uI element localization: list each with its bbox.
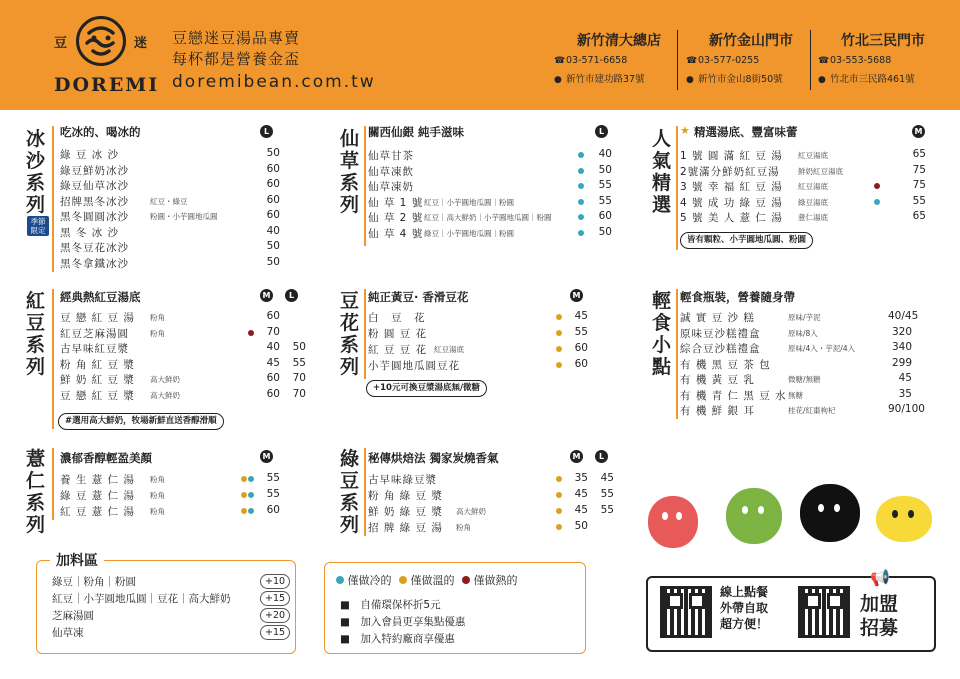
store-name: 新竹金山門市 — [709, 33, 793, 49]
item-price: 340 — [891, 341, 912, 353]
item-name: 仙草甘茶 — [368, 150, 414, 162]
red-title: 紅豆系列 — [26, 290, 46, 378]
item-price: 65 — [912, 148, 926, 160]
item-price: 60 — [598, 210, 612, 222]
size-l-badge: L — [260, 125, 273, 138]
logo-left-char: 豆 — [54, 36, 68, 51]
menu-item[interactable] — [60, 326, 305, 341]
cold-dot-icon — [248, 476, 254, 482]
item-note: 粉角 — [150, 313, 165, 322]
item-name: 綠豆鮮奶冰沙 — [60, 164, 129, 177]
menu-item[interactable] — [680, 326, 930, 341]
item-price: 50 — [266, 147, 280, 159]
warm-dot-icon — [241, 492, 247, 498]
item-note: 綠豆｜小芋圓地瓜圓｜粉圓 — [424, 228, 514, 238]
topping-name: 芝麻湯圓 — [52, 610, 94, 622]
item-name: 古早味紅豆漿 — [60, 343, 129, 355]
item-price: 40/45 — [888, 310, 919, 322]
header-banner — [0, 0, 960, 110]
item-note: 原味/8入 — [788, 328, 818, 338]
warm-dot-icon — [556, 346, 562, 352]
menu-item[interactable] — [60, 178, 280, 193]
store-address: ● 新竹市建功路37號 — [554, 74, 645, 85]
item-note: 無糖 — [788, 390, 803, 400]
section-bar — [52, 289, 54, 429]
legend-bullet: ■ 自備環保杯折5元 — [340, 599, 441, 611]
store-phone[interactable]: ☎03-577-0255 — [686, 55, 760, 66]
item-name: 綠 豆 冰 沙 — [60, 149, 120, 161]
item-name: 粉 角 紅 豆 漿 — [60, 358, 135, 371]
item-name: 黑冬拿鐵冰沙 — [60, 257, 129, 270]
franchise-text: 加盟 招募 — [860, 593, 899, 639]
item-name: 有 機 黃 豆 乳 — [680, 374, 755, 386]
legend-bullet: ■ 加入特約廠商享優惠 — [340, 633, 455, 645]
hot-dot-icon — [248, 330, 254, 336]
ice-title: 冰沙系列 — [26, 128, 46, 216]
menu-item[interactable] — [368, 326, 598, 341]
item-name: 招牌黑冬冰沙 — [60, 195, 129, 208]
item-name: 黑 冬 冰 沙 — [60, 226, 120, 239]
item-note: 紅豆湯底 — [434, 345, 464, 354]
cold-dot-icon — [248, 508, 254, 514]
menu-item[interactable] — [60, 256, 280, 271]
item-price: 35 — [898, 387, 912, 400]
item-name: 2號滿分鮮奶紅豆湯 — [680, 165, 780, 178]
size-m-badge: M — [912, 125, 925, 138]
item-note: 薏仁湯底 — [798, 213, 828, 222]
item-note: 原味/4入・芋泥/4入 — [788, 344, 856, 353]
menu-item[interactable] — [368, 195, 613, 210]
map-pin-icon: ● — [554, 75, 562, 85]
item-name: 古早味綠豆漿 — [368, 474, 437, 486]
item-note: 桂花/紅棗枸杞 — [788, 406, 836, 415]
store-name: 新竹清大總店 — [577, 33, 661, 49]
menu-item[interactable] — [680, 403, 930, 418]
item-price-m: 45 — [266, 356, 280, 369]
item-price: 55 — [574, 326, 588, 338]
item-price: 320 — [891, 325, 912, 338]
logo-wordmark: DOREMI — [54, 74, 160, 96]
grass-title: 仙草系列 — [340, 128, 360, 216]
item-price: 299 — [891, 356, 912, 369]
store-jinshan — [686, 30, 816, 85]
item-price: 40 — [598, 148, 612, 160]
item-price: 50 — [266, 255, 280, 268]
item-name: 有 機 黑 豆 茶 包 — [680, 358, 771, 371]
item-name: 紅 豆 豆 花 — [368, 344, 428, 356]
menu-item[interactable] — [680, 148, 930, 163]
item-price: 60 — [266, 209, 280, 221]
item-note: 原味/芋泥 — [788, 313, 821, 322]
item-name: 綠豆仙草冰沙 — [60, 180, 129, 192]
item-name: 誠 實 豆 沙 糕 — [680, 312, 755, 324]
star-icon: ★ — [680, 124, 690, 137]
item-price: 60 — [266, 178, 280, 190]
item-name: 小芋圓地瓜圓豆花 — [368, 360, 460, 372]
topping-name: 仙草凍 — [52, 627, 84, 639]
menu-item[interactable] — [368, 310, 598, 325]
order-qr-code[interactable] — [660, 586, 712, 638]
item-name: 仙草凍奶 — [368, 181, 414, 193]
size-l-badge: L — [595, 450, 608, 463]
item-note: 紅豆｜小芋圓地瓜圓｜粉圓 — [424, 197, 514, 207]
warm-dot-icon — [556, 508, 562, 514]
barley-subtitle: 濃郁香醇輕盈美顏 — [60, 451, 152, 465]
item-name: 5 號 美 人 薏 仁 湯 — [680, 212, 783, 224]
barley-title: 薏仁系列 — [26, 448, 46, 536]
item-note: 粉角 — [456, 523, 471, 532]
item-note: 粉角 — [150, 328, 165, 338]
section-bar — [364, 289, 366, 379]
item-name: 有 機 青 仁 黑 豆 水 — [680, 389, 787, 402]
menu-item[interactable] — [368, 226, 613, 241]
topping-price: +15 — [260, 625, 290, 640]
menu-item[interactable] — [680, 210, 930, 225]
warm-dot-icon — [241, 476, 247, 482]
warm-dot-icon — [241, 508, 247, 514]
item-price: 75 — [912, 179, 926, 191]
logo-right-char: 迷 — [134, 36, 148, 51]
milk-note: #選用高大鮮奶，牧場新鮮直送香醇滑順 — [58, 413, 224, 430]
item-price: 50 — [266, 240, 280, 252]
topping-price: +10 — [260, 574, 290, 589]
menu-item[interactable] — [680, 195, 930, 210]
item-price: 45 — [574, 310, 588, 322]
store-address: ● 新竹市金山8街50號 — [686, 74, 783, 85]
menu-item[interactable] — [60, 163, 280, 178]
cold-dot-icon — [578, 168, 584, 174]
tofu-title: 豆花系列 — [340, 290, 360, 378]
yellow-bean-mascot — [876, 496, 932, 542]
menu-item[interactable] — [60, 310, 305, 325]
item-note: 紅豆｜高大鮮奶｜小芋圓地瓜圓｜粉圓 — [424, 213, 552, 222]
item-name: 鮮 奶 綠 豆 漿 — [368, 506, 443, 518]
cold-dot-icon — [578, 214, 584, 220]
item-name: 黑冬豆花冰沙 — [60, 242, 129, 254]
menu-item[interactable] — [680, 341, 930, 356]
snack-title: 輕食小點 — [652, 290, 672, 378]
season-badge: 季節限定 — [27, 216, 49, 236]
item-name: 仙 草 2 號 — [368, 212, 424, 224]
item-price-l: 55 — [600, 504, 614, 516]
doremi-logo — [54, 14, 160, 98]
size-m-badge: M — [570, 450, 583, 463]
item-price-l: 55 — [600, 488, 614, 500]
item-name: 綠 豆 薏 仁 湯 — [60, 490, 135, 502]
item-price: 55 — [598, 179, 612, 191]
warm-dot-icon — [556, 524, 562, 530]
item-price: 50 — [598, 163, 612, 176]
order-text: 線上點餐 外帶自取 超方便！ — [720, 585, 769, 631]
topping-name: 綠豆｜粉角｜粉圓 — [52, 576, 136, 588]
store-qingda — [554, 30, 684, 85]
item-price: 45 — [898, 372, 912, 384]
item-name: 白 豆 花 — [368, 312, 426, 324]
legend-row: 僅做冷的 僅做溫的 僅做熱的 — [336, 572, 518, 588]
menu-item[interactable] — [60, 372, 305, 387]
cold-dot-icon — [336, 576, 344, 584]
logo-emblem-icon — [76, 16, 126, 66]
item-price: 75 — [912, 163, 926, 176]
item-note: 粉角 — [150, 507, 165, 516]
item-price: 90/100 — [888, 403, 925, 415]
menu-item[interactable] — [368, 504, 613, 519]
hot-dot-icon — [874, 183, 880, 189]
item-price: 55 — [266, 488, 280, 500]
legend-bullet: ■ 加入會員更享集點優惠 — [340, 616, 466, 628]
item-name: 4 號 成 功 綠 豆 湯 — [680, 196, 783, 209]
item-price-l: 70 — [292, 372, 306, 384]
section-bar — [364, 448, 366, 536]
topping-price: +15 — [260, 591, 290, 606]
menu-item[interactable] — [368, 342, 598, 357]
menu-item[interactable] — [368, 358, 598, 373]
item-note: 粉角 — [150, 491, 165, 500]
warm-dot-icon — [556, 476, 562, 482]
menu-item[interactable] — [680, 357, 930, 372]
mung-title: 綠豆系列 — [340, 448, 360, 536]
item-name: 招 牌 綠 豆 湯 — [368, 522, 443, 534]
slogan-line-2: 每杯都是營養金盃 — [172, 50, 301, 68]
red-bean-mascot — [648, 496, 698, 548]
store-phone[interactable]: ☎03-553-5688 — [818, 55, 892, 66]
item-price-m: 60 — [266, 372, 280, 384]
store-phone[interactable]: ☎03-571-6658 — [554, 55, 628, 66]
item-price-m: 40 — [266, 341, 280, 353]
item-name: 仙草凍飲 — [368, 165, 414, 178]
menu-item[interactable] — [60, 194, 280, 209]
item-price: 60 — [266, 162, 280, 175]
store-address: ● 竹北市三民路461號 — [818, 74, 915, 85]
menu-item[interactable] — [368, 472, 613, 487]
item-price: 40 — [266, 224, 280, 237]
store-name: 竹北三民門市 — [841, 33, 925, 49]
menu-item[interactable] — [60, 488, 280, 503]
tofu-note: +10元可換豆漿湯底無/微糖 — [366, 380, 487, 397]
item-price: 50 — [598, 225, 612, 238]
item-price: 55 — [912, 194, 926, 207]
warm-dot-icon — [556, 362, 562, 368]
item-price-m: 60 — [266, 387, 280, 400]
menu-item[interactable] — [60, 388, 305, 403]
menu-item[interactable] — [60, 240, 280, 255]
section-bar — [52, 448, 54, 520]
join-qr-code[interactable] — [798, 586, 850, 638]
item-note: 高大鮮奶 — [456, 507, 486, 516]
menu-item[interactable] — [60, 147, 280, 162]
item-name: 鮮 奶 紅 豆 漿 — [60, 374, 135, 386]
item-note: 鮮奶紅豆湯底 — [798, 166, 843, 176]
item-name: 紅豆芝麻湯圓 — [60, 327, 129, 340]
section-bar — [676, 289, 678, 419]
green-bean-mascot — [726, 488, 782, 544]
menu-item[interactable] — [368, 210, 613, 225]
item-name: 紅 豆 薏 仁 湯 — [60, 506, 135, 518]
size-m-badge: M — [260, 450, 273, 463]
slogan-line-1: 豆戀迷豆湯品專賣 — [172, 29, 301, 47]
item-price-m: 45 — [574, 488, 588, 500]
item-price-m: 70 — [266, 325, 280, 338]
store-divider — [810, 30, 811, 90]
menu-item[interactable] — [60, 225, 280, 240]
map-pin-icon: ● — [818, 75, 826, 85]
item-name: 有 機 鮮 銀 耳 — [680, 405, 755, 417]
mung-subtitle: 秘傳烘焙法 獨家炭燒香氣 — [368, 451, 499, 465]
topping-item[interactable] — [52, 574, 286, 589]
popular-title: 人氣精選 — [652, 128, 672, 216]
item-price-m: 60 — [266, 310, 280, 322]
menu-item[interactable] — [368, 148, 613, 163]
size-l-badge: L — [595, 125, 608, 138]
warm-dot-icon — [399, 576, 407, 584]
item-price: 60 — [266, 193, 280, 206]
menu-item[interactable] — [60, 472, 280, 487]
item-price-l: 50 — [292, 341, 306, 353]
item-name: 3 號 幸 福 紅 豆 湯 — [680, 181, 783, 193]
tofu-subtitle: 純正黃豆· 香滑豆花 — [368, 290, 469, 304]
toppings-title: 加料區 — [50, 550, 104, 570]
phone-icon: ☎ — [686, 56, 698, 66]
size-m-badge: M — [260, 289, 273, 302]
red-subtitle: 經典熱紅豆湯底 — [60, 290, 141, 304]
item-note: 高大鮮奶 — [150, 375, 180, 384]
menu-item[interactable] — [368, 164, 613, 179]
item-name: 養 生 薏 仁 湯 — [60, 474, 135, 486]
menu-item[interactable] — [368, 520, 613, 535]
item-price: 55 — [266, 472, 280, 484]
item-price: 60 — [266, 504, 280, 516]
item-note: 紅豆湯底 — [798, 151, 828, 160]
ice-subtitle: 吃冰的、喝冰的 — [60, 125, 141, 139]
menu-item[interactable] — [680, 310, 930, 325]
item-name: 原味豆沙糕禮盒 — [680, 327, 761, 340]
menu-item[interactable] — [60, 504, 280, 519]
warm-dot-icon — [556, 314, 562, 320]
cold-dot-icon — [874, 199, 880, 205]
menu-item[interactable] — [60, 341, 305, 356]
item-price-l: 45 — [600, 472, 614, 484]
item-price: 65 — [912, 210, 926, 222]
size-l-badge: L — [285, 289, 298, 302]
menu-item[interactable] — [368, 179, 613, 194]
menu-item[interactable] — [60, 209, 280, 224]
item-price-m: 50 — [574, 520, 588, 532]
item-name: 綜合豆沙糕禮盒 — [680, 343, 761, 355]
item-name: 粉 角 綠 豆 漿 — [368, 490, 443, 502]
megaphone-icon: 📢 — [870, 568, 890, 587]
item-price: 60 — [574, 342, 588, 354]
item-name: 豆 戀 紅 豆 湯 — [60, 312, 135, 324]
item-price-l: 55 — [292, 356, 306, 369]
item-name: 粉 圓 豆 花 — [368, 328, 428, 340]
item-note: 粉圓・小芋圓地瓜圓 — [150, 212, 218, 221]
item-note: 紅豆湯底 — [798, 182, 828, 191]
item-name: 黑冬圓圓冰沙 — [60, 211, 129, 223]
item-name: 仙 草 4 號 — [368, 227, 424, 240]
item-price-l: 70 — [292, 387, 306, 400]
item-note: 粉角 — [150, 475, 165, 484]
map-pin-icon: ● — [686, 75, 694, 85]
cold-dot-icon — [578, 199, 584, 205]
menu-item[interactable] — [368, 488, 613, 503]
section-bar — [364, 126, 366, 246]
topping-item[interactable] — [52, 625, 286, 640]
section-bar — [52, 126, 54, 272]
menu-item[interactable] — [60, 357, 305, 372]
cold-dot-icon — [248, 492, 254, 498]
menu-item[interactable] — [680, 164, 930, 179]
cold-dot-icon — [578, 230, 584, 236]
popular-note: 皆有顆粒、小芋圓地瓜圓、粉圓 — [680, 232, 813, 249]
phone-icon: ☎ — [554, 56, 566, 66]
topping-item[interactable] — [52, 591, 286, 606]
phone-icon: ☎ — [818, 56, 830, 66]
item-name: 豆 戀 紅 豆 漿 — [60, 389, 135, 402]
item-name: 仙 草 1 號 — [368, 196, 424, 209]
topping-price: +20 — [260, 608, 290, 623]
item-note: 紅豆・綠豆 — [150, 196, 188, 206]
size-m-badge: M — [570, 289, 583, 302]
hot-dot-icon — [462, 576, 470, 584]
item-name: 1 號 圓 滿 紅 豆 湯 — [680, 150, 783, 162]
item-note: 綠豆湯底 — [798, 197, 828, 207]
section-bar — [676, 126, 678, 250]
black-bean-mascot — [800, 484, 860, 542]
menu-item[interactable] — [680, 179, 930, 194]
topping-name: 紅豆｜小芋圓地瓜圓｜豆花｜高大鮮奶 — [52, 593, 231, 605]
warm-dot-icon — [556, 330, 562, 336]
menu-item[interactable] — [680, 372, 930, 387]
item-note: 高大鮮奶 — [150, 390, 180, 400]
grass-subtitle: 關西仙銀 純手滋味 — [368, 125, 465, 139]
store-divider — [677, 30, 678, 90]
item-price: 55 — [598, 194, 612, 207]
popular-subtitle: 精選湯底、豐富味蕾 — [694, 125, 798, 139]
website-link[interactable]: doremibean.com.tw — [172, 72, 376, 92]
cold-dot-icon — [578, 183, 584, 189]
menu-item[interactable] — [680, 388, 930, 403]
topping-item[interactable] — [52, 608, 286, 623]
item-note: 微糖/無糖 — [788, 375, 821, 384]
cold-dot-icon — [578, 152, 584, 158]
item-price-m: 45 — [574, 504, 588, 516]
store-sanmin — [818, 30, 948, 85]
item-price-m: 35 — [574, 472, 588, 484]
snack-subtitle: 輕食瓶裝，營養隨身帶 — [680, 290, 795, 304]
warm-dot-icon — [556, 492, 562, 498]
item-price: 60 — [574, 358, 588, 370]
